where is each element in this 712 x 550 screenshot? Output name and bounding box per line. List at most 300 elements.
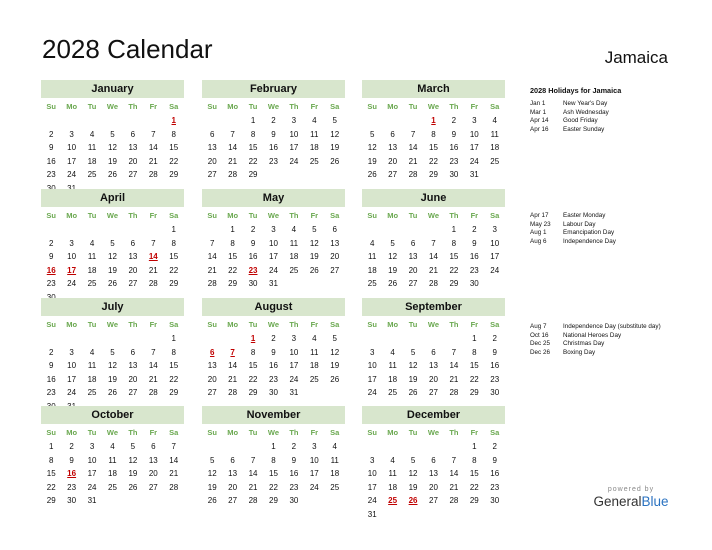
day-cell: 29 <box>46 496 56 506</box>
day-cell: 2 <box>472 225 477 234</box>
weekday-label: Fr <box>149 211 158 220</box>
day-cell: 24 <box>67 388 77 398</box>
day-cell: 21 <box>148 374 158 384</box>
holiday-name: Christmas Day <box>563 340 605 348</box>
weekday-label: We <box>427 320 440 329</box>
weekday-row <box>41 426 184 440</box>
weekday-label: Fr <box>149 102 158 111</box>
weekday-label: Fr <box>470 102 479 111</box>
day-cell: 28 <box>408 170 418 180</box>
day-cell: 19 <box>367 156 377 166</box>
weekday-label: Fr <box>310 211 319 220</box>
weekday-label: Su <box>207 102 217 111</box>
day-cell: 8 <box>431 129 436 139</box>
empty-cell <box>423 223 443 237</box>
day-cell: 29 <box>269 496 278 506</box>
weekday-label: Th <box>289 102 299 111</box>
day-cell: 6 <box>130 238 136 248</box>
holiday-row <box>530 100 609 109</box>
day-cell: 15 <box>169 143 179 153</box>
weekday-label: Fr <box>310 428 319 437</box>
day-cell: 14 <box>228 143 238 153</box>
day-cell: 8 <box>472 347 477 357</box>
weekday-label: Tu <box>87 428 97 437</box>
day-cell: 11 <box>330 455 339 465</box>
weekday-label: Th <box>449 211 459 220</box>
day-cell: 20 <box>207 374 217 384</box>
empty-cell <box>143 332 163 346</box>
weekday-label: Sa <box>169 102 179 111</box>
weekday-label: Sa <box>330 211 340 220</box>
day-cell: 27 <box>128 279 138 289</box>
day-cell: 3 <box>89 442 95 451</box>
holiday-row <box>530 238 616 247</box>
holiday-row <box>530 332 661 341</box>
day-cell: 15 <box>248 143 258 153</box>
day-cell: 21 <box>449 374 459 384</box>
day-cell: 4 <box>492 116 497 125</box>
day-cell: 16 <box>490 361 500 371</box>
day-cell: 10 <box>367 361 377 371</box>
day-cell: 30 <box>449 170 459 180</box>
day-cell: 9 <box>271 347 276 357</box>
day-cell: 11 <box>368 252 377 262</box>
day-cell: 25 <box>87 170 97 180</box>
weekday-label: Th <box>289 211 299 220</box>
day-cell: 2 <box>48 129 54 139</box>
day-cell: 25 <box>309 156 319 166</box>
day-cell: 5 <box>410 455 416 465</box>
day-cell: 8 <box>171 347 176 357</box>
day-cell: 1 <box>230 225 235 234</box>
day-cell: 5 <box>410 347 416 357</box>
day-cell: 28 <box>169 482 179 492</box>
day-cell: 28 <box>449 388 459 398</box>
day-cell: 16 <box>289 469 299 479</box>
holiday-group <box>530 100 609 134</box>
empty-cell <box>382 223 402 237</box>
month-july <box>41 298 184 414</box>
weekday-label: Th <box>128 428 138 437</box>
day-cell: 20 <box>128 156 138 166</box>
day-cell: 8 <box>250 347 256 357</box>
day-cell: 26 <box>108 279 117 289</box>
holiday-date: Mar 1 <box>530 108 547 116</box>
day-cell: 28 <box>148 279 158 289</box>
empty-cell <box>61 114 81 128</box>
day-cell: 29 <box>248 170 258 180</box>
day-cell: 14 <box>449 361 459 371</box>
empty-cell <box>362 114 382 128</box>
day-cell: 1 <box>451 225 457 234</box>
holiday-row <box>530 126 609 135</box>
day-cell: 3 <box>472 116 477 125</box>
day-grid <box>41 332 184 414</box>
day-cell: 18 <box>87 156 97 166</box>
holiday-date: Apr 17 <box>530 212 549 219</box>
day-cell: 15 <box>248 361 258 371</box>
day-cell: 27 <box>429 496 438 506</box>
day-cell: 27 <box>128 170 138 180</box>
holiday-day: 16 <box>67 469 77 479</box>
day-cell: 7 <box>410 129 416 139</box>
weekday-label: Th <box>289 428 299 437</box>
weekday-label: Mo <box>227 211 239 220</box>
day-cell: 8 <box>171 238 176 248</box>
day-cell: 9 <box>451 129 457 139</box>
empty-cell <box>41 332 61 346</box>
day-cell: 4 <box>110 442 115 451</box>
day-cell: 17 <box>87 469 97 479</box>
month-november <box>202 406 345 508</box>
day-cell: 25 <box>330 482 340 492</box>
weekday-label: Th <box>449 320 459 329</box>
empty-cell <box>202 332 222 346</box>
day-cell: 27 <box>408 279 418 289</box>
day-cell: 18 <box>289 252 299 262</box>
weekday-label: Th <box>449 102 459 111</box>
day-cell: 27 <box>429 388 438 398</box>
day-cell: 18 <box>108 469 117 479</box>
day-cell: 15 <box>228 252 238 262</box>
day-cell: 19 <box>108 265 117 275</box>
weekday-label: Tu <box>248 211 258 220</box>
empty-cell <box>362 440 382 454</box>
day-cell: 11 <box>388 469 397 479</box>
month-header: December <box>362 406 505 424</box>
day-cell: 18 <box>367 265 377 275</box>
day-cell: 24 <box>269 265 278 275</box>
day-cell: 7 <box>250 455 256 465</box>
weekday-label: Mo <box>66 211 78 220</box>
day-cell: 11 <box>310 347 319 357</box>
day-cell: 18 <box>87 265 97 275</box>
day-cell: 11 <box>108 455 117 465</box>
weekday-label: We <box>106 211 119 220</box>
brand-name-blue: Blue <box>641 494 669 509</box>
month-header: August <box>202 298 345 316</box>
empty-cell <box>123 223 143 237</box>
day-cell: 29 <box>228 279 238 289</box>
day-cell: 26 <box>128 482 138 492</box>
weekday-label: Su <box>46 211 56 220</box>
empty-cell <box>222 440 242 454</box>
day-cell: 23 <box>269 156 278 166</box>
empty-cell <box>61 223 81 237</box>
day-cell: 6 <box>230 455 235 465</box>
day-cell: 27 <box>330 265 340 275</box>
weekday-label: Fr <box>149 428 158 437</box>
day-cell: 10 <box>469 129 479 139</box>
day-cell: 22 <box>469 482 479 492</box>
holiday-group <box>530 323 661 357</box>
day-cell: 21 <box>228 374 238 384</box>
day-grid <box>362 440 505 522</box>
day-cell: 5 <box>369 129 375 139</box>
day-cell: 5 <box>390 238 395 248</box>
holiday-day: 23 <box>248 265 258 275</box>
page-title: 2028 Calendar <box>42 34 213 64</box>
weekday-label: We <box>427 102 440 111</box>
day-cell: 17 <box>469 143 479 153</box>
month-header: September <box>362 298 505 316</box>
day-cell: 8 <box>451 238 457 248</box>
weekday-label: Su <box>207 428 217 437</box>
weekday-label: Su <box>367 320 377 329</box>
day-cell: 29 <box>429 170 438 180</box>
day-cell: 9 <box>472 238 477 248</box>
day-cell: 15 <box>469 361 479 371</box>
day-cell: 31 <box>269 279 278 289</box>
day-cell: 14 <box>169 455 179 465</box>
day-cell: 11 <box>310 129 319 139</box>
day-cell: 25 <box>490 156 500 166</box>
day-cell: 24 <box>309 482 319 492</box>
day-cell: 15 <box>429 143 438 153</box>
day-cell: 7 <box>171 442 176 451</box>
holiday-date: Apr 16 <box>530 125 549 133</box>
day-cell: 24 <box>87 482 97 492</box>
holiday-day: 7 <box>230 347 235 357</box>
day-cell: 20 <box>429 482 438 492</box>
day-cell: 26 <box>408 388 418 398</box>
weekday-label: Fr <box>470 211 479 220</box>
month-october <box>41 406 184 508</box>
day-cell: 22 <box>429 156 438 166</box>
day-cell: 22 <box>46 482 56 492</box>
empty-cell <box>143 114 163 128</box>
day-cell: 8 <box>472 455 477 465</box>
day-cell: 12 <box>207 469 217 479</box>
weekday-row <box>202 100 345 114</box>
day-cell: 28 <box>449 496 459 506</box>
day-cell: 22 <box>248 156 258 166</box>
day-cell: 5 <box>332 334 337 343</box>
holiday-name: Labour Day <box>563 220 596 228</box>
month-header: February <box>202 80 345 98</box>
holiday-date: Dec 26 <box>530 348 550 356</box>
day-cell: 3 <box>369 347 375 357</box>
day-cell: 3 <box>312 442 317 451</box>
day-cell: 29 <box>449 279 459 289</box>
holiday-date: Aug 1 <box>530 229 547 237</box>
day-cell: 26 <box>108 170 117 180</box>
day-cell: 17 <box>67 156 77 166</box>
weekday-row <box>41 100 184 114</box>
weekday-label: We <box>427 211 440 220</box>
day-cell: 12 <box>330 347 340 357</box>
day-cell: 21 <box>148 265 158 275</box>
day-cell: 23 <box>490 374 500 384</box>
day-cell: 11 <box>289 238 299 248</box>
weekday-label: Tu <box>87 320 97 329</box>
day-cell: 10 <box>367 469 377 479</box>
empty-cell <box>202 223 222 237</box>
weekday-label: Fr <box>470 428 479 437</box>
month-june <box>362 189 505 291</box>
day-cell: 16 <box>46 374 56 384</box>
day-cell: 19 <box>108 156 117 166</box>
month-september <box>362 298 505 400</box>
day-grid <box>41 440 184 508</box>
weekday-label: Su <box>207 320 217 329</box>
day-cell: 15 <box>449 252 459 262</box>
weekday-row <box>362 318 505 332</box>
weekday-label: Su <box>367 102 377 111</box>
brand-logo <box>588 486 674 509</box>
day-cell: 10 <box>87 455 97 465</box>
day-cell: 26 <box>388 279 398 289</box>
day-cell: 28 <box>228 170 238 180</box>
holiday-group <box>530 212 616 246</box>
empty-cell <box>382 332 402 346</box>
day-cell: 10 <box>67 252 77 262</box>
day-cell: 24 <box>367 388 377 398</box>
day-cell: 30 <box>289 496 299 506</box>
day-cell: 9 <box>492 347 497 357</box>
day-cell: 17 <box>367 374 377 384</box>
day-cell: 30 <box>269 388 278 398</box>
holiday-date: Aug 6 <box>530 237 547 245</box>
day-cell: 7 <box>151 238 156 248</box>
day-cell: 28 <box>228 388 238 398</box>
day-cell: 1 <box>472 442 477 451</box>
day-cell: 18 <box>490 143 500 153</box>
empty-cell <box>41 114 61 128</box>
holiday-day: 1 <box>171 116 176 125</box>
day-cell: 20 <box>207 156 217 166</box>
weekday-label: Tu <box>408 320 418 329</box>
weekday-label: Th <box>449 428 459 437</box>
day-cell: 20 <box>128 374 138 384</box>
weekday-label: Mo <box>227 320 239 329</box>
day-cell: 16 <box>449 143 459 153</box>
holiday-row <box>530 229 616 238</box>
day-cell: 14 <box>207 252 217 262</box>
empty-cell <box>82 223 102 237</box>
day-cell: 7 <box>230 129 235 139</box>
day-cell: 26 <box>367 170 377 180</box>
day-cell: 25 <box>87 279 97 289</box>
day-cell: 26 <box>309 265 319 275</box>
day-cell: 18 <box>87 374 97 384</box>
day-cell: 4 <box>89 129 95 139</box>
day-cell: 1 <box>250 116 256 125</box>
month-may <box>202 189 345 291</box>
day-cell: 6 <box>431 455 436 465</box>
day-cell: 5 <box>110 129 115 139</box>
empty-cell <box>143 223 163 237</box>
empty-cell <box>123 114 143 128</box>
weekday-label: Mo <box>66 320 78 329</box>
day-cell: 14 <box>408 143 418 153</box>
day-cell: 29 <box>469 496 479 506</box>
weekday-row <box>362 100 505 114</box>
day-cell: 20 <box>330 252 340 262</box>
day-cell: 9 <box>48 361 54 371</box>
day-cell: 19 <box>408 482 418 492</box>
holiday-row <box>530 212 616 221</box>
empty-cell <box>202 440 222 454</box>
day-grid <box>362 114 505 182</box>
day-cell: 19 <box>330 143 340 153</box>
day-cell: 6 <box>332 225 337 234</box>
holiday-day: 25 <box>388 496 398 506</box>
weekday-row <box>362 209 505 223</box>
brand-name-general: General <box>593 494 642 509</box>
holiday-name: Independence Day <box>563 237 616 245</box>
day-cell: 30 <box>67 496 77 506</box>
day-cell: 17 <box>289 361 299 371</box>
day-cell: 21 <box>248 482 258 492</box>
day-cell: 16 <box>490 469 500 479</box>
empty-cell <box>423 440 443 454</box>
weekday-label: We <box>427 428 440 437</box>
weekday-label: Fr <box>310 102 319 111</box>
day-cell: 20 <box>388 156 398 166</box>
month-header: January <box>41 80 184 98</box>
day-cell: 31 <box>289 388 299 398</box>
weekday-row <box>362 426 505 440</box>
day-cell: 15 <box>469 469 479 479</box>
day-cell: 10 <box>289 347 299 357</box>
empty-cell <box>362 332 382 346</box>
month-header: March <box>362 80 505 98</box>
weekday-label: We <box>106 102 119 111</box>
month-header: November <box>202 406 345 424</box>
weekday-label: Th <box>289 320 299 329</box>
holiday-date: Oct 16 <box>530 331 549 339</box>
day-cell: 18 <box>388 482 398 492</box>
day-cell: 10 <box>309 455 319 465</box>
day-cell: 12 <box>388 252 398 262</box>
weekday-label: Tu <box>248 428 258 437</box>
empty-cell <box>444 440 464 454</box>
day-cell: 6 <box>410 238 416 248</box>
day-cell: 9 <box>48 143 54 153</box>
day-cell: 13 <box>207 143 217 153</box>
holiday-date: Aug 7 <box>530 323 547 330</box>
day-grid <box>41 114 184 196</box>
day-cell: 4 <box>291 225 297 234</box>
day-cell: 18 <box>330 469 340 479</box>
weekday-label: Tu <box>248 102 258 111</box>
day-cell: 7 <box>151 129 156 139</box>
day-cell: 2 <box>492 442 497 451</box>
day-cell: 3 <box>369 455 375 465</box>
day-cell: 3 <box>291 116 297 125</box>
day-cell: 4 <box>390 455 395 465</box>
holiday-row <box>530 221 616 230</box>
day-cell: 24 <box>469 156 479 166</box>
holiday-day: 17 <box>67 265 77 275</box>
day-cell: 13 <box>128 252 138 262</box>
day-cell: 17 <box>289 143 299 153</box>
day-cell: 1 <box>271 442 276 451</box>
weekday-label: Su <box>207 211 217 220</box>
day-cell: 25 <box>388 388 398 398</box>
day-cell: 27 <box>148 482 158 492</box>
empty-cell <box>102 114 122 128</box>
day-cell: 19 <box>408 374 418 384</box>
weekday-label: Mo <box>387 211 399 220</box>
day-cell: 20 <box>128 265 138 275</box>
month-march <box>362 80 505 182</box>
holiday-name: Emancipation Day <box>563 229 615 237</box>
day-cell: 19 <box>128 469 138 479</box>
weekday-label: Su <box>46 320 56 329</box>
day-cell: 20 <box>429 374 438 384</box>
